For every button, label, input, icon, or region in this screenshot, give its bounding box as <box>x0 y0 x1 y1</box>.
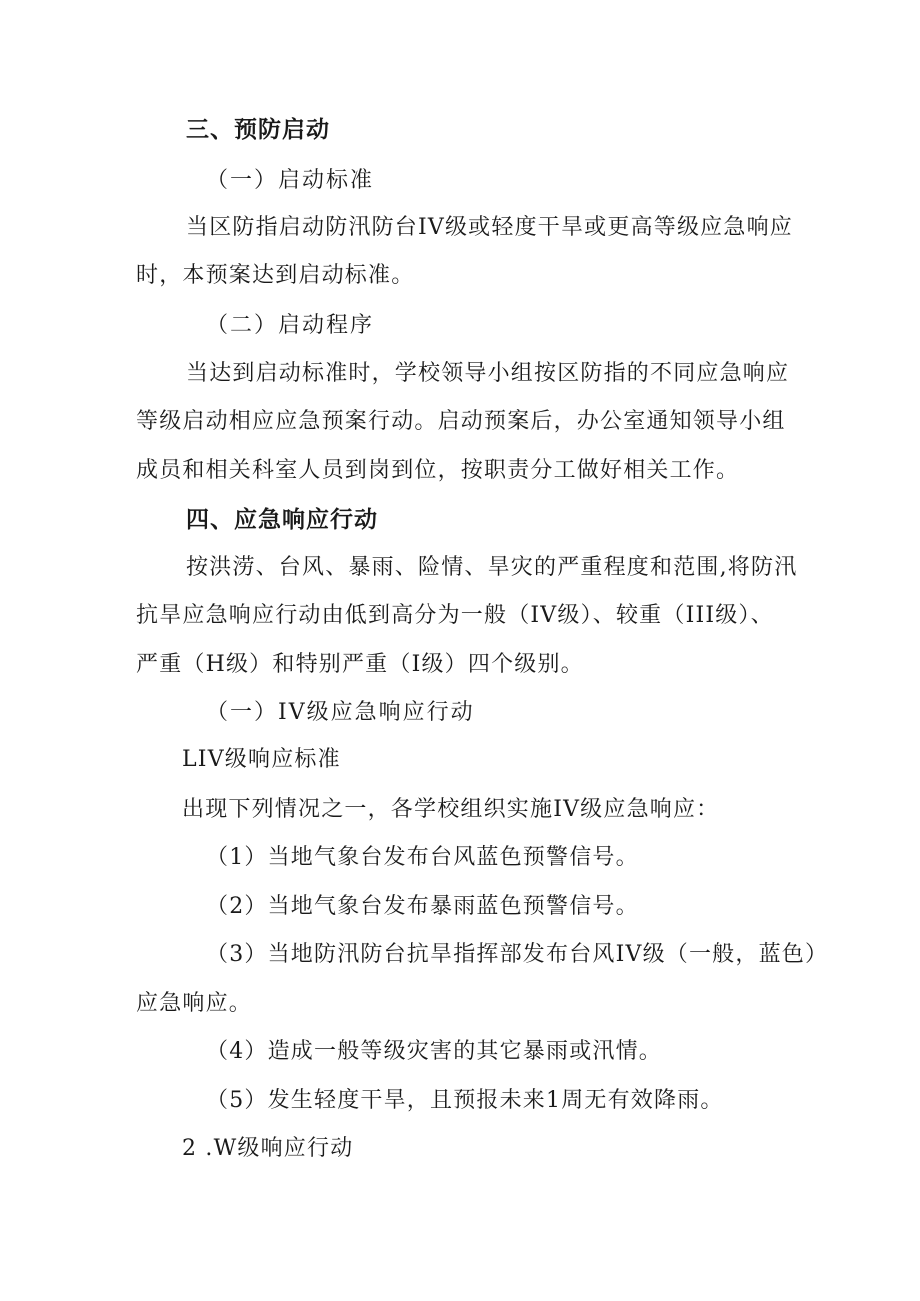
section-3-heading: 三、预防启动 <box>186 117 330 143</box>
paragraph-line: 严重（H级）和特别严重（I级）四个级别。 <box>136 652 584 677</box>
condition-item: （2）当地气象台发布暴雨蓝色预警信号。 <box>206 894 639 919</box>
subsection-start-criteria-title: （一）启动标准 <box>206 168 375 193</box>
condition-item: （4）造成一般等级灾害的其它暴雨或汛情。 <box>206 1039 662 1064</box>
section-4-heading: 四、应急响应行动 <box>186 507 378 533</box>
condition-item: （5）发生轻度干旱，且预报未来1周无有效降雨。 <box>206 1088 724 1113</box>
condition-item-continuation: 应急响应。 <box>136 991 253 1016</box>
paragraph-line: 出现下列情况之一，各学校组织实施IV级应急响应： <box>182 797 720 822</box>
paragraph-line: 按洪涝、台风、暴雨、险情、旱灾的严重程度和范围,将防汛 <box>186 555 798 580</box>
item-2-title: 2 .W级响应行动 <box>182 1136 354 1161</box>
paragraph-line: 抗旱应急响应行动由低到高分为一般（IV级）、较重（III级）、 <box>136 603 774 628</box>
paragraph-line: 等级启动相应应急预案行动。启动预案后，办公室通知领导小组 <box>136 409 786 434</box>
paragraph-line: 成员和相关科室人员到岗到位，按职责分工做好相关工作。 <box>136 458 740 483</box>
subsection-level4-response-title: （一）IV级应急响应行动 <box>206 700 475 725</box>
condition-item: （3）当地防汛防台抗旱指挥部发布台风IV级（一般，蓝色） <box>206 942 829 967</box>
condition-item: （1）当地气象台发布台风蓝色预警信号。 <box>206 845 639 870</box>
paragraph-line: 当达到启动标准时，学校领导小组按区防指的不同应急响应 <box>186 361 790 386</box>
item-1-title: LIV级响应标准 <box>182 747 341 772</box>
subsection-start-procedure-title: （二）启动程序 <box>206 313 375 338</box>
paragraph-line: 时，本预案达到启动标准。 <box>136 263 415 288</box>
paragraph-line: 当区防指启动防汛防台IV级或轻度干旱或更高等级应急响应 <box>186 215 793 240</box>
